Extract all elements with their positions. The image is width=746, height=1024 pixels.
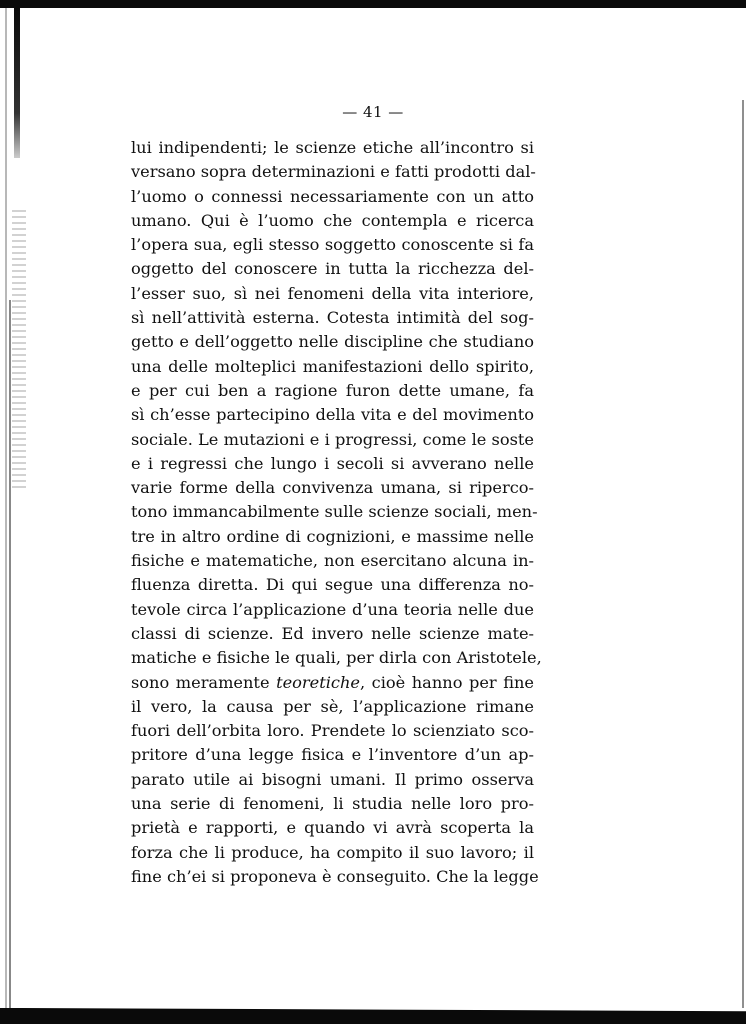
scan-left-edge-line	[5, 8, 7, 1008]
text-line: fuori dell’orbita loro. Prendete lo scienziato sco-	[131, 721, 534, 741]
text-line: umano. Qui è l’uomo che contempla e ricerca	[131, 210, 534, 230]
scan-left-edge-shadow	[14, 8, 20, 158]
text-segment: , cioè hanno per fine	[359, 672, 534, 692]
text-line: l’esser suo, sì nei fenomeni della vita interiore,	[131, 283, 534, 303]
text-line: fisiche e matematiche, non esercitano alcuna in-	[131, 551, 534, 571]
italic-term: teoretiche	[276, 672, 360, 692]
text-line: fine ch’ei si proponeva è conseguito. Che la legge	[131, 866, 539, 886]
page-number: — 41 —	[342, 103, 404, 121]
text-line: l’opera sua, egli stesso soggetto conoscente si fa	[131, 235, 534, 255]
text-line: forza che li produce, ha compito il suo lavoro; il	[131, 842, 534, 862]
text-line: il vero, la causa per sè, l’applicazione rimane	[131, 696, 534, 716]
text-line: prietà e rapporti, e quando vi avrà scoperta la	[131, 818, 534, 838]
text-line-with-italic	[131, 671, 534, 695]
text-line: tre in altro ordine di cognizioni, e massime nelle	[131, 526, 534, 546]
body-text	[131, 136, 542, 889]
scan-bottom-border	[0, 1008, 746, 1024]
text-line: varie forme della convivenza umana, si riperco-	[131, 478, 534, 498]
text-line: una delle molteplici manifestazioni dello spirito,	[131, 356, 534, 376]
text-line: matiche e fisiche le quali, per dirla con Aristotele,	[131, 648, 542, 668]
text-line: oggetto del conoscere in tutta la ricchezza del-	[131, 259, 534, 279]
text-line: una serie di fenomeni, li studia nelle loro pro-	[131, 794, 534, 814]
text-line: sociale. Le mutazioni e i progressi, come le soste	[131, 429, 534, 449]
text-line: tevole circa l’applicazione d’una teoria nelle due	[131, 599, 534, 619]
text-line: sì ch’esse partecipino della vita e del movimento	[131, 405, 534, 425]
text-line: tono immancabilmente sulle scienze sociali, men-	[131, 502, 538, 522]
text-line: lui indipendenti; le scienze etiche all’incontro si	[131, 138, 534, 157]
scan-left-speckle	[12, 210, 26, 490]
text-line: parato utile ai bisogni umani. Il primo osserva	[131, 769, 534, 789]
text-line: versano sopra determinazioni e fatti prodotti dal-	[131, 162, 536, 182]
text-line: sì nell’attività esterna. Cotesta intimità del sog-	[131, 308, 534, 328]
scan-left-edge-line-inner	[9, 300, 11, 1008]
text-line: classi di scienze. Ed invero nelle scienze mate-	[131, 623, 534, 643]
text-line: l’uomo o connessi necessariamente con un atto	[131, 186, 534, 206]
scan-top-border	[0, 0, 746, 8]
scan-right-edge-line	[742, 100, 744, 1008]
text-line: pritore d’una legge fisica e l’inventore d’un ap-	[131, 745, 534, 765]
text-line: e i regressi che lungo i secoli si avverano nelle	[131, 453, 534, 473]
text-line: fluenza diretta. Di qui segue una differenza no-	[131, 575, 534, 595]
text-line: e per cui ben a ragione furon dette umane, fa	[131, 380, 534, 400]
text-line: getto e dell’oggetto nelle discipline che studiano	[131, 332, 534, 352]
text-segment: sono meramente	[131, 672, 277, 692]
